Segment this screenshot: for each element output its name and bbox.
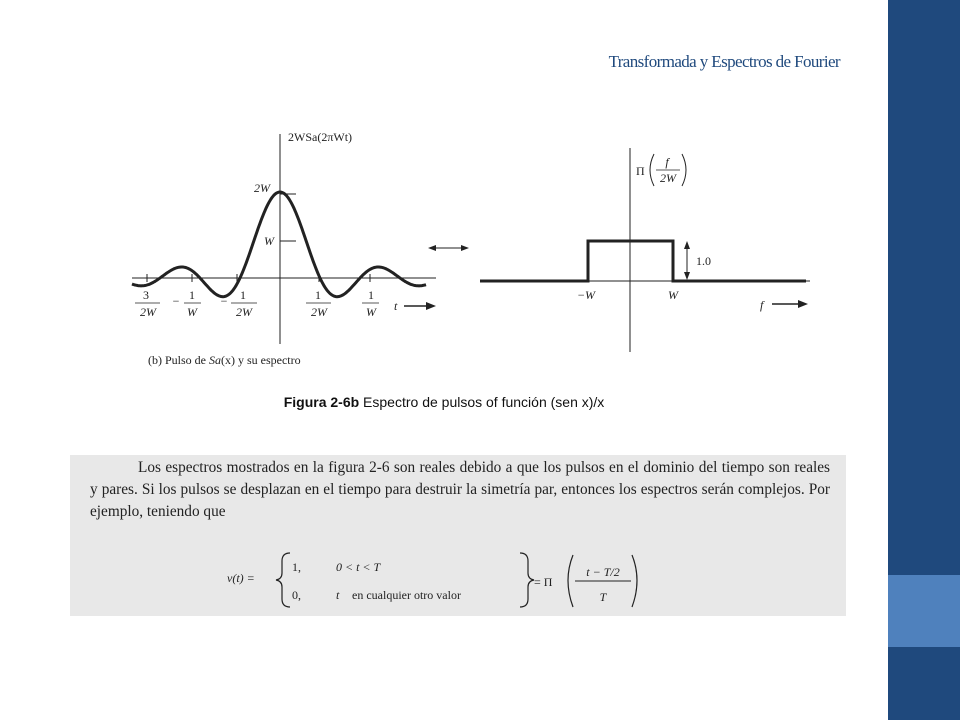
equation-case2-condition: en cualquier otro valor (352, 588, 461, 602)
rect-x-tick-neg-w: −W (576, 288, 596, 302)
rect-label-frac-num: f (665, 155, 669, 169)
svg-text:1: 1 (240, 288, 246, 302)
sinc-x-tick-label (362, 288, 379, 319)
svg-text:2W: 2W (140, 305, 156, 319)
excerpt-paragraph-text: Los espectros mostrados en la figura 2-6 son reales debido a que los pulsos en el dominio del tiempo son reales y pares. Si los pulsos se desplazan en el tiempo para destruir la simetría par, entonces los espectros serán complejos. Por ejemplo, teniendo que (90, 459, 830, 520)
sidebar-accent-bottom (888, 647, 960, 720)
rect-height-arrowhead-top (684, 241, 690, 249)
sidebar-accent-top (888, 0, 960, 575)
equation-rhs-prefix: = Π (534, 575, 553, 589)
excerpt-panel (70, 455, 846, 616)
rect-label-paren-right (682, 154, 686, 186)
equation-right-brace (520, 553, 534, 607)
figure-diagram (120, 108, 826, 375)
rect-x-direction-arrowhead (798, 300, 808, 308)
rect-spectrum-plot (480, 148, 810, 352)
rect-x-axis-label: f (760, 298, 764, 312)
figure-caption (0, 394, 888, 410)
equation-rhs-numerator: t − T/2 (586, 565, 620, 579)
svg-text:−: − (172, 294, 180, 308)
sinc-x-tick-label (173, 288, 201, 319)
sinc-y-tick-w-label: W (264, 234, 274, 248)
svg-text:3: 3 (143, 288, 149, 302)
rect-x-tick-w: W (668, 288, 678, 302)
sinc-y-axis-label: 2WSa(2πWt) (288, 130, 353, 144)
svg-text:1: 1 (315, 288, 321, 302)
figure-caption-label: Figura 2-6b (283, 394, 360, 410)
figure-panel (120, 108, 826, 375)
rect-height-label: 1.0 (696, 254, 711, 268)
svg-text:2W: 2W (311, 305, 327, 319)
sinc-x-direction-arrowhead (426, 302, 436, 310)
sinc-curve (132, 192, 426, 297)
svg-text:W: W (187, 305, 197, 319)
sinc-x-tick-label (135, 288, 160, 319)
sidebar-accent-middle (888, 575, 960, 647)
svg-text:1: 1 (189, 288, 195, 302)
svg-text:2W: 2W (236, 305, 252, 319)
rect-height-arrowhead-bottom (684, 272, 690, 280)
equation-case1-condition: 0 < t < T (336, 560, 381, 574)
equation-rhs-paren-right (632, 555, 637, 607)
piecewise-equation (70, 545, 846, 615)
sinc-plot (132, 130, 436, 367)
transform-pair-arrow (428, 245, 469, 251)
figure-caption-text: Espectro de pulsos of función (sen x)/x (359, 394, 605, 410)
sinc-y-tick-2w-label: 2W (254, 181, 270, 195)
sinc-x-tick-label (221, 288, 257, 319)
equation-left-brace (276, 553, 290, 607)
equation-case2-var: t (336, 588, 340, 602)
rect-label-frac-den: 2W (660, 171, 676, 185)
slide-title: Transformada y Espectros de Fourier (608, 52, 840, 71)
rect-label-paren-left (650, 154, 654, 186)
equation-case1-value: 1, (292, 560, 301, 574)
equation-rhs-denominator: T (599, 590, 607, 604)
excerpt-paragraph (90, 457, 830, 523)
svg-text:−: − (220, 294, 228, 308)
sinc-x-axis-label: t (394, 299, 398, 313)
rect-y-axis-label: Π (636, 164, 645, 178)
figure-subcaption: (b) Pulso de Sa(x) y su espectro (148, 353, 301, 367)
rect-pulse-curve (480, 241, 806, 281)
equation-rhs-paren-left (568, 555, 573, 607)
equation-lhs: v(t) = (227, 571, 255, 585)
svg-text:W: W (366, 305, 376, 319)
equation-case2-value: 0, (292, 588, 301, 602)
svg-text:1: 1 (368, 288, 374, 302)
